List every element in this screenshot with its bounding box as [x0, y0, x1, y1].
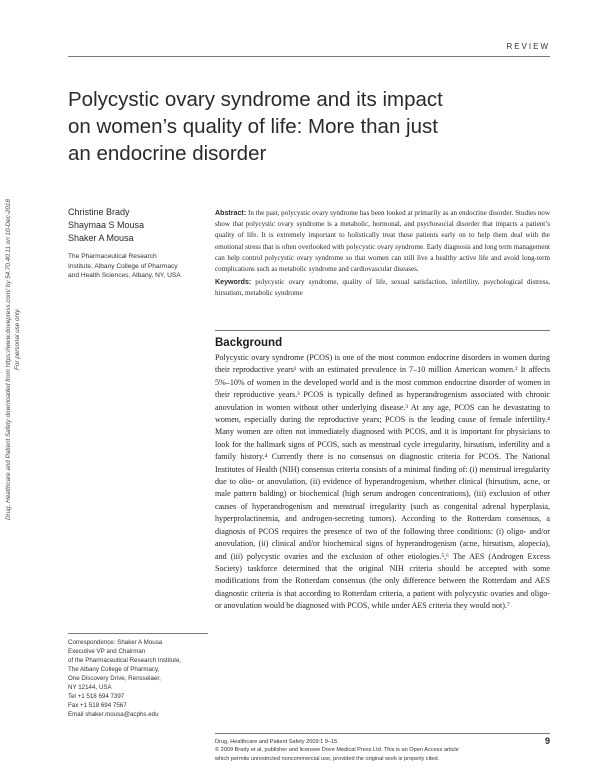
- correspondence-line: One Discovery Drive, Rensselaer,: [68, 675, 161, 682]
- section-label: REVIEW: [506, 42, 550, 51]
- section-heading: Background: [215, 337, 283, 349]
- affiliation-line: Institute, Albany College of Pharmacy: [68, 262, 178, 270]
- download-notice-line: Drug, Healthcare and Patient Safety downloaded from https://www.dovepress.com/ by 54.70.40.11 on 10-Dec-2018: [5, 199, 12, 520]
- keywords-text: polycystic ovary syndrome, quality of life, sexual satisfaction, infertility, psychological distress, hirsutism, metabolic syndrome: [215, 278, 550, 298]
- header-rule: [68, 56, 550, 57]
- page-number: 9: [544, 736, 550, 746]
- copyright-line: © 2009 Brady et al, publisher and licensee Dove Medical Press Ltd. This is an Open Access article: [215, 747, 459, 754]
- copyright-line: which permits unrestricted noncommercial use, provided the original work is properly cited.: [215, 755, 440, 762]
- title-line: Polycystic ovary syndrome and its impact: [68, 88, 443, 111]
- download-notice-line: For personal use only.: [14, 308, 21, 370]
- keywords-label: Keywords:: [215, 278, 252, 287]
- affiliation: [68, 252, 208, 281]
- author-name: Shaker A Mousa: [68, 233, 134, 243]
- correspondence-rule: [68, 633, 208, 634]
- correspondence-line: Fax +1 518 694 7567: [68, 702, 127, 709]
- body-paragraph: Polycystic ovary syndrome (PCOS) is one of the most common endocrine disorders in women during their reproductive years¹ with an estimated prevalence in 7–10 million American women.² It affects 5%–10% of women in the developed world and is the most common endocrine disorder of women in their reproductive years.³ PCOS is typically defined as hyperandrogenism associated with chronic anovulation in women without other underlying disease.³ At any age, PCOS can be devastating to women, especially during the reproductive years; PCOS is the leading cause of female infertility.⁴ Many women are often not immediately diagnosed with PCOS, and it is important for physicians to look for the hallmark signs of PCOS, such as menstrual cycle irregularity, hirsutism, infertility and a family history.⁴ Currently there is no consensus on diagnostic criteria for PCOS. The National Institutes of Health (NIH) consensus criteria consists of a minimal finding of: (i) menstrual irregularity due to olio- or anovulation, (ii) evidence of hyperandrogenism, whether clinical (hirsutism, acne, or male pattern balding) or biochemical (high serum androgen concentrations), (iii) exclusion of other causes of hyperandrogenism and menstrual irregularity (such as congenital adrenal hyperplasia, hyperprolactinemia, and androgen-secreting tumors). According to the Rotterdam consensus, a diagnosis of PCOS requires the presence of two of the following three conditions: (i) oligo- and/or anovulation, (ii) clinical and/or biochemical signs of hyperandrogenism (acne, hirsutism, alopecia), and (iii) polycystic ovaries and the exclusion of other etiologies.⁵,⁶ The AES (Androgen Excess Society) taskforce determined that the original NIH criteria should be accepted with some modifications from the Rotterdam consensus (the only difference between the Rotterdam and AES diagnostic criteria is that according to Rotterdam criteria, a patient with polycystic ovaries and oligo- or anovulation would be diagnosed with PCOS, while under AES criteria they would not).⁷: [215, 353, 550, 611]
- abstract-text: In the past, polycystic ovary syndrome has been looked at primarily as an endocrine disorder. Studies now show that polycystic ovary syndrome is a metabolic, hormonal, and psychosocial disorder that impacts a patient’s quality of life. It is extremely important to holistically treat these patients early on to help them deal with the emotional stress that is often overlooked with polycystic ovary syndrome. Early diagnosis and long term management can help control polycystic ovary syndrome so that women can still live a healthy active life and avoid long-term complications such as metabolic syndrome and cardiovascular diseases.: [215, 209, 550, 274]
- body-text: [215, 352, 550, 613]
- affiliation-line: The Pharmaceutical Research: [68, 253, 157, 260]
- abstract-label: Abstract:: [215, 209, 247, 217]
- correspondence-line: The Albany College of Pharmacy,: [68, 666, 160, 673]
- correspondence-line: Tel +1 518 694 7397: [68, 693, 125, 700]
- title-line: on women’s quality of life: More than just: [68, 115, 438, 138]
- article-title: [68, 86, 488, 167]
- correspondence-line: Executive VP and Chairman: [68, 648, 146, 655]
- abstract-block: [215, 208, 550, 300]
- footer-rule: [215, 733, 550, 734]
- footer-citation: [215, 738, 535, 763]
- abstract-rule: [215, 330, 550, 331]
- keywords-paragraph: [215, 277, 550, 299]
- author-name: Christine Brady: [68, 207, 130, 217]
- download-notice: [4, 130, 22, 520]
- correspondence-block: [68, 638, 213, 719]
- abstract-paragraph: [215, 208, 550, 275]
- affiliation-line: and Health Sciences, Albany, NY, USA: [68, 272, 181, 279]
- correspondence-line: of the Pharmaceutical Research Institute,: [68, 657, 182, 664]
- correspondence-line: NY 12144, USA: [68, 684, 112, 691]
- correspondence-line: Correspondence: Shaker A Mousa: [68, 639, 163, 646]
- author-name: Shaymaa S Mousa: [68, 220, 145, 230]
- author-list: [68, 206, 208, 245]
- correspondence-line: Email shaker.mousa@acphs.edu: [68, 711, 159, 718]
- title-line: an endocrine disorder: [68, 142, 267, 165]
- journal-citation: Drug, Healthcare and Patient Safety 2009:1 9–15: [215, 739, 338, 745]
